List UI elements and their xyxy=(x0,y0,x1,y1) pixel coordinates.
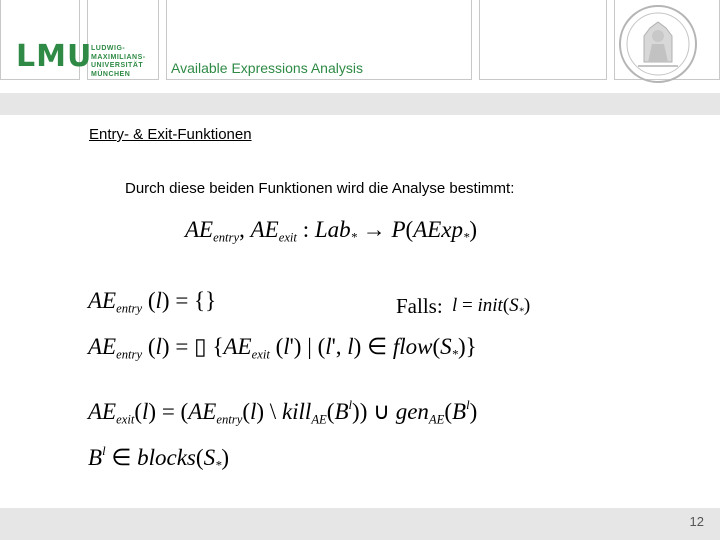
university-name: LUDWIG- MAXIMILIANS- UNIVERSITÄT MÜNCHEN xyxy=(91,45,146,78)
university-seal-icon xyxy=(618,4,698,84)
slide-title: Available Expressions Analysis xyxy=(171,60,363,76)
page-number: 12 xyxy=(689,514,704,529)
intro-text: Durch diese beiden Funktionen wird die Analyse bestimmt: xyxy=(125,180,515,197)
lmu-logo: LMU xyxy=(16,39,93,74)
falls-label: Falls: xyxy=(396,294,443,318)
formula-entry-general: $AE_{entry}$ (l) = ▯ {$AE_{exit}$ (l') | (l', l) ∈ $flow(S_*)$} xyxy=(88,334,477,362)
formula-entry-init: $AE_{entry}$ (l) = {} xyxy=(88,288,217,316)
formula-exit: $AE_{exit}(l) = (AE_{entry}(l)$ \ $kill_{AE}(B^l)$) ∪ $gen_{AE}(B^l)$ xyxy=(88,398,478,427)
header-box-blank xyxy=(479,0,607,80)
formula-blocks: $B^l$ ∈ $blocks(S_*)$ xyxy=(88,444,230,473)
section-title: Entry- & Exit-Funktionen xyxy=(89,126,252,143)
header-divider-band xyxy=(0,93,720,115)
footer-band xyxy=(0,508,720,540)
formula-falls-condition: $l = init(S_*)$ xyxy=(452,295,531,318)
slide-header xyxy=(0,0,720,93)
formula-signature: $AE_{entry}$, $AE_{exit}$ : Lab$_*$ → P(AExp$_*$) xyxy=(185,217,478,245)
